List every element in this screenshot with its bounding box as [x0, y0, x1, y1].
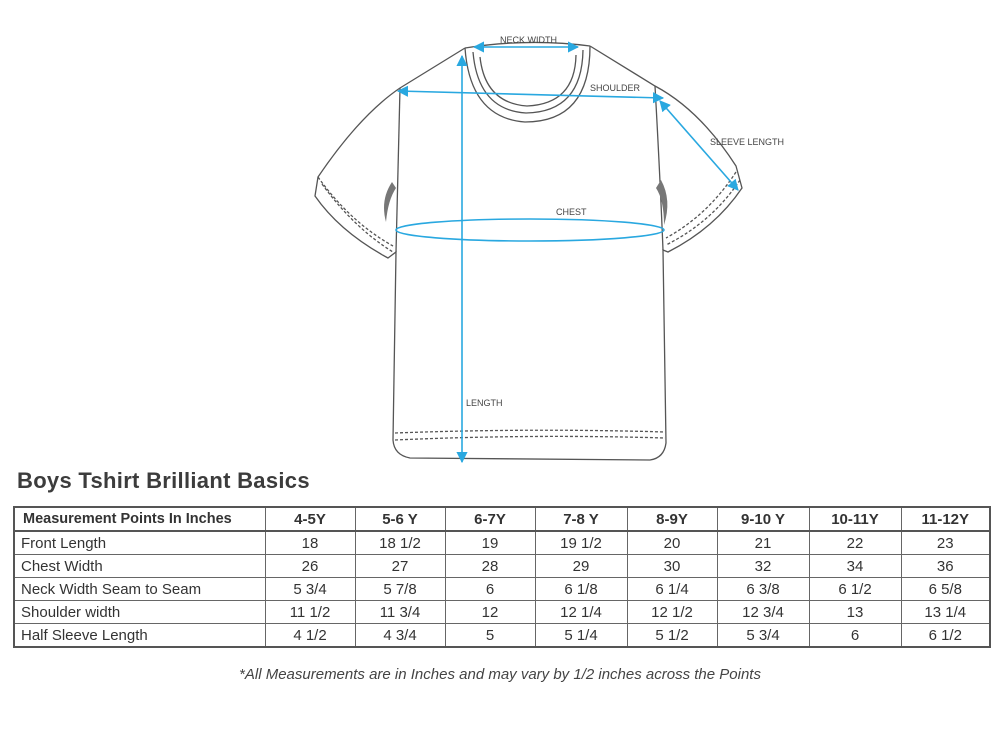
table-cell: 34: [809, 555, 901, 578]
neck-width-label: NECK WIDTH: [500, 35, 557, 45]
table-cell: 6: [445, 578, 535, 601]
table-cell: 28: [445, 555, 535, 578]
table-cell: 18: [265, 531, 355, 555]
header-size: 5-6 Y: [355, 507, 445, 531]
table-cell: 12 1/4: [535, 601, 627, 624]
shoulder-label: SHOULDER: [590, 83, 641, 93]
header-size: 9-10 Y: [717, 507, 809, 531]
row-label: Neck Width Seam to Seam: [14, 578, 265, 601]
measurement-note: *All Measurements are in Inches and may vary by 1/2 inches across the Points: [239, 666, 761, 683]
table-cell: 13 1/4: [901, 601, 990, 624]
size-chart-table: [13, 506, 991, 648]
table-cell: 6 1/2: [809, 578, 901, 601]
chest-ellipse: [396, 219, 664, 241]
table-cell: 6 5/8: [901, 578, 990, 601]
row-label: Front Length: [14, 531, 265, 555]
row-label: Chest Width: [14, 555, 265, 578]
table-cell: 11 3/4: [355, 601, 445, 624]
table-cell: 5 3/4: [717, 624, 809, 648]
chest-label: CHEST: [556, 207, 587, 217]
table-cell: 6 3/8: [717, 578, 809, 601]
table-cell: 5 7/8: [355, 578, 445, 601]
table-row: [14, 601, 990, 624]
header-size: 4-5Y: [265, 507, 355, 531]
table-cell: 6: [809, 624, 901, 648]
table-cell: 12 1/2: [627, 601, 717, 624]
table-cell: 6 1/2: [901, 624, 990, 648]
tshirt-outline: [315, 42, 742, 460]
header-size: 10-11Y: [809, 507, 901, 531]
table-cell: 13: [809, 601, 901, 624]
header-size: 11-12Y: [901, 507, 990, 531]
header-size: 6-7Y: [445, 507, 535, 531]
table-cell: 5 1/2: [627, 624, 717, 648]
table-cell: 36: [901, 555, 990, 578]
table-cell: 20: [627, 531, 717, 555]
table-row: [14, 531, 990, 555]
table-row: [14, 624, 990, 648]
table-cell: 22: [809, 531, 901, 555]
table-cell: 19 1/2: [535, 531, 627, 555]
armpit-shade-left: [384, 182, 396, 222]
table-cell: 32: [717, 555, 809, 578]
sleeve-length-label: SLEEVE LENGTH: [710, 137, 785, 147]
chart-title: Boys Tshirt Brilliant Basics: [17, 468, 310, 493]
table-cell: 19: [445, 531, 535, 555]
header-measurement-points: Measurement Points In Inches: [14, 507, 265, 531]
table-cell: 26: [265, 555, 355, 578]
table-cell: 6 1/8: [535, 578, 627, 601]
table-row: [14, 578, 990, 601]
table-cell: 30: [627, 555, 717, 578]
row-label: Shoulder width: [14, 601, 265, 624]
table-cell: 23: [901, 531, 990, 555]
table-cell: 11 1/2: [265, 601, 355, 624]
table-cell: 29: [535, 555, 627, 578]
table-cell: 21: [717, 531, 809, 555]
table-cell: 12 3/4: [717, 601, 809, 624]
table-cell: 5 1/4: [535, 624, 627, 648]
table-cell: 18 1/2: [355, 531, 445, 555]
table-cell: 5 3/4: [265, 578, 355, 601]
header-size: 8-9Y: [627, 507, 717, 531]
table-cell: 12: [445, 601, 535, 624]
table-cell: 5: [445, 624, 535, 648]
length-label: LENGTH: [466, 398, 503, 408]
row-label: Half Sleeve Length: [14, 624, 265, 648]
table-cell: 4 1/2: [265, 624, 355, 648]
table-cell: 27: [355, 555, 445, 578]
table-cell: 6 1/4: [627, 578, 717, 601]
table-header-row: [14, 507, 990, 531]
table-cell: 4 3/4: [355, 624, 445, 648]
header-size: 7-8 Y: [535, 507, 627, 531]
table-row: [14, 555, 990, 578]
